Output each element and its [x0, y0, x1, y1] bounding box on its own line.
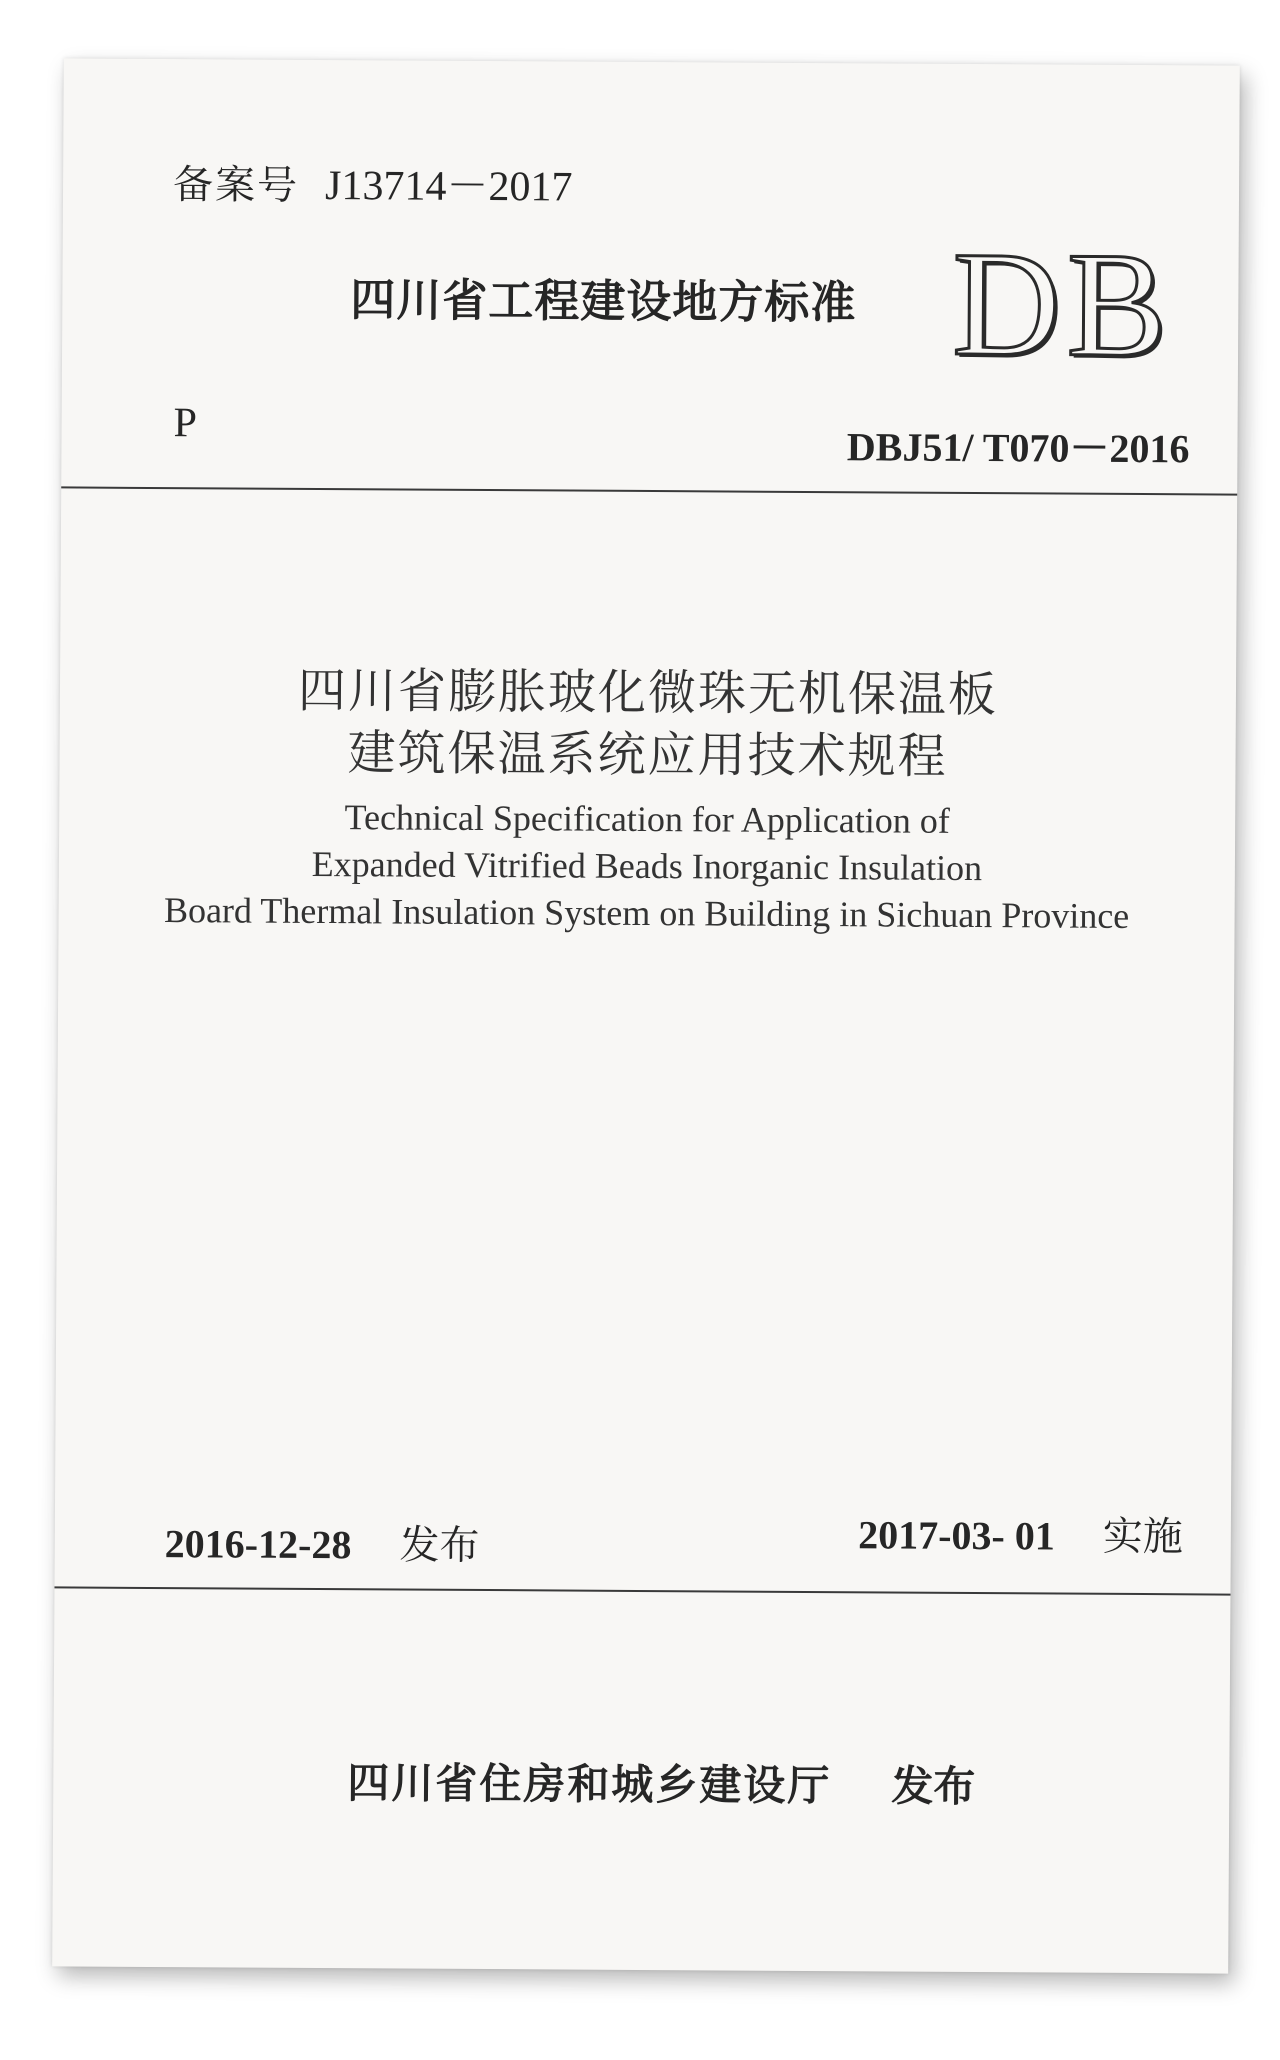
- issue-label: 发布: [399, 1522, 480, 1569]
- standard-number: DBJ51/ T070－2016: [846, 424, 1190, 472]
- record-label: 备案号: [172, 162, 300, 209]
- effective-date: 2017-03- 01: [858, 1512, 1055, 1559]
- title-en-line-1: Technical Specification for Application of: [344, 797, 950, 841]
- standard-type: 四川省工程建设地方标准: [350, 273, 857, 330]
- footer-divider: [54, 1586, 1230, 1595]
- effective-label: 实施: [1102, 1513, 1183, 1561]
- publish-label: 发布: [891, 1761, 976, 1812]
- db-logo: DB: [951, 220, 1174, 389]
- book-cover: [52, 58, 1240, 1973]
- issue-date-line: [165, 1512, 480, 1571]
- classification-code: P: [173, 400, 198, 447]
- effective-date-line: [858, 1503, 1183, 1562]
- record-number-line: [173, 151, 573, 213]
- document-title: [58, 658, 1236, 940]
- publisher-name: 四川省住房和城乡建设厅: [347, 1758, 832, 1811]
- record-number: J13714－2017: [324, 163, 573, 211]
- title-en-line-3: Board Thermal Insulation System on Building in Sichuan Province: [163, 890, 1130, 936]
- header-divider: [61, 486, 1237, 495]
- issue-date: 2016-12-28: [164, 1521, 352, 1568]
- publisher-line: [53, 1748, 1229, 1815]
- title-cn-line-1: 四川省膨胀玻化微珠无机保温板: [297, 662, 999, 724]
- title-cn-line-2: 建筑保温系统应用技术规程: [347, 725, 948, 785]
- title-en-line-2: Expanded Vitrified Beads Inorganic Insulation: [311, 843, 983, 889]
